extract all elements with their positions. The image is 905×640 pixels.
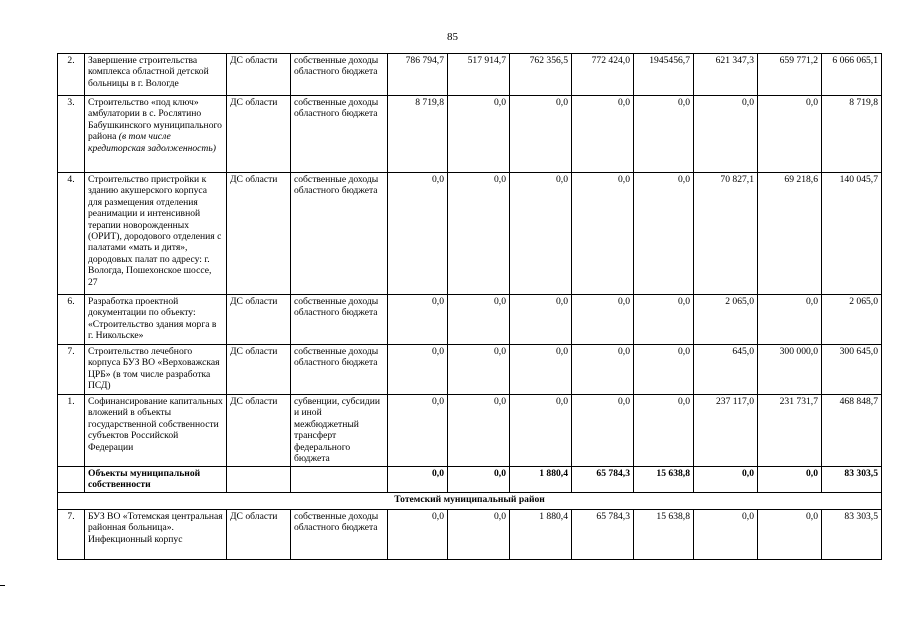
table-row <box>58 54 882 96</box>
funding-cell: субвенции, субсидии и иной межбюджетный трансферт федерального бюджета <box>291 395 388 467</box>
value-cell: 0,0 <box>448 295 510 345</box>
object-name-text: Строительство лечебного корпуса БУЗ ВО «Верховажская ЦРБ» (в том числе разработка ПСД) <box>88 346 220 392</box>
value-cell: 0,0 <box>510 173 572 295</box>
table-row <box>58 510 882 560</box>
value-cell: 0,0 <box>388 510 448 560</box>
row-number: 4. <box>58 173 85 295</box>
row-number: 6. <box>58 295 85 345</box>
table-row <box>58 295 882 345</box>
value-cell: 0,0 <box>694 96 758 173</box>
value-cell: 468 848,7 <box>822 395 882 467</box>
funding-cell: собственные доходы областного бюджета <box>291 96 388 173</box>
source-cell: ДС области <box>227 395 291 467</box>
value-cell: 0,0 <box>634 96 694 173</box>
object-name-note: (в том числе кредиторская задолженность) <box>88 131 216 154</box>
value-cell: 0,0 <box>572 173 634 295</box>
value-cell: 645,0 <box>694 345 758 395</box>
row-number: 1. <box>58 395 85 467</box>
value-cell: 0,0 <box>448 395 510 467</box>
object-name <box>85 54 227 96</box>
value-cell: 0,0 <box>388 395 448 467</box>
value-cell: 0,0 <box>510 295 572 345</box>
total-label: Объекты муниципальной собственности <box>85 467 227 493</box>
budget-table <box>57 53 882 560</box>
value-cell: 6 066 065,1 <box>822 54 882 96</box>
value-cell: 0,0 <box>448 345 510 395</box>
source-cell: ДС области <box>227 173 291 295</box>
value-cell: 0,0 <box>388 173 448 295</box>
value-cell: 2 065,0 <box>694 295 758 345</box>
value-cell: 0,0 <box>634 345 694 395</box>
value-cell: 237 117,0 <box>694 395 758 467</box>
object-name-text: Софинансирование капитальных вложений в объекты государственной собственности субъектов Российской Федерации <box>88 396 223 453</box>
funding-cell: собственные доходы областного бюджета <box>291 295 388 345</box>
value-cell: 15 638,8 <box>634 467 694 493</box>
value-cell: 0,0 <box>572 395 634 467</box>
table-row <box>58 395 882 467</box>
value-cell: 300 000,0 <box>758 345 822 395</box>
value-cell: 0,0 <box>448 467 510 493</box>
value-cell: 2 065,0 <box>822 295 882 345</box>
value-cell: 0,0 <box>758 467 822 493</box>
object-name-text: Завершение строительства комплекса областной детской больницы в г. Вологде <box>88 55 209 89</box>
value-cell: 140 045,7 <box>822 173 882 295</box>
value-cell: 0,0 <box>758 96 822 173</box>
object-name <box>85 510 227 560</box>
section-row <box>58 493 882 510</box>
value-cell: 300 645,0 <box>822 345 882 395</box>
value-cell: 0,0 <box>388 467 448 493</box>
object-name <box>85 295 227 345</box>
value-cell: 69 218,6 <box>758 173 822 295</box>
value-cell: 0,0 <box>694 467 758 493</box>
object-name-text: Разработка проектной документации по объекту: «Строительство здания морга в г. Никольске» <box>88 296 217 342</box>
value-cell: 786 794,7 <box>388 54 448 96</box>
value-cell: 0,0 <box>758 510 822 560</box>
total-row <box>58 467 882 493</box>
source-cell: ДС области <box>227 345 291 395</box>
value-cell: 65 784,3 <box>572 467 634 493</box>
row-number: 7. <box>58 510 85 560</box>
value-cell: 1945456,7 <box>634 54 694 96</box>
value-cell: 65 784,3 <box>572 510 634 560</box>
source-cell <box>227 467 291 493</box>
value-cell: 0,0 <box>758 295 822 345</box>
value-cell: 8 719,8 <box>822 96 882 173</box>
funding-cell <box>291 467 388 493</box>
value-cell: 8 719,8 <box>388 96 448 173</box>
value-cell: 0,0 <box>572 345 634 395</box>
margin-mark <box>0 585 5 586</box>
object-name-text: Строительство «под ключ» амбулатории в с. Рослятино Бабушкинского муниципального района <box>88 97 222 143</box>
object-name <box>85 96 227 173</box>
table-row <box>58 173 882 295</box>
row-number: 2. <box>58 54 85 96</box>
value-cell: 772 424,0 <box>572 54 634 96</box>
funding-cell: собственные доходы областного бюджета <box>291 54 388 96</box>
value-cell: 83 303,5 <box>822 467 882 493</box>
value-cell: 621 347,3 <box>694 54 758 96</box>
value-cell: 0,0 <box>634 173 694 295</box>
value-cell: 0,0 <box>572 96 634 173</box>
funding-cell: собственные доходы областного бюджета <box>291 510 388 560</box>
page-number: 85 <box>447 31 458 43</box>
value-cell: 0,0 <box>388 345 448 395</box>
funding-cell: собственные доходы областного бюджета <box>291 345 388 395</box>
object-name-text: БУЗ ВО «Тотемская центральная районная больница». Инфекционный корпус <box>88 511 223 545</box>
value-cell: 0,0 <box>634 295 694 345</box>
value-cell: 659 771,2 <box>758 54 822 96</box>
value-cell: 0,0 <box>572 295 634 345</box>
source-cell: ДС области <box>227 96 291 173</box>
object-name <box>85 345 227 395</box>
value-cell: 1 880,4 <box>510 467 572 493</box>
section-title: Тотемский муниципальный район <box>58 493 882 510</box>
value-cell: 0,0 <box>510 345 572 395</box>
row-number: 3. <box>58 96 85 173</box>
row-number <box>58 467 85 493</box>
object-name <box>85 395 227 467</box>
value-cell: 0,0 <box>448 96 510 173</box>
value-cell: 231 731,7 <box>758 395 822 467</box>
source-cell: ДС области <box>227 295 291 345</box>
value-cell: 1 880,4 <box>510 510 572 560</box>
value-cell: 517 914,7 <box>448 54 510 96</box>
table-row <box>58 96 882 173</box>
source-cell: ДС области <box>227 510 291 560</box>
value-cell: 83 303,5 <box>822 510 882 560</box>
value-cell: 762 356,5 <box>510 54 572 96</box>
row-number: 7. <box>58 345 85 395</box>
value-cell: 15 638,8 <box>634 510 694 560</box>
object-name-text: Строительство пристройки к зданию акушерского корпуса для размещения отделения реанимации и интенсивной терапии новорожденных (ОРИТ), дородового отделения с палатами «мать и дитя», дородовых палат по адресу: г. Вологда, Пошехонское шоссе, 27 <box>88 174 222 288</box>
value-cell: 0,0 <box>634 395 694 467</box>
table-row <box>58 345 882 395</box>
value-cell: 0,0 <box>510 96 572 173</box>
value-cell: 0,0 <box>694 510 758 560</box>
object-name <box>85 173 227 295</box>
source-cell: ДС области <box>227 54 291 96</box>
value-cell: 0,0 <box>448 510 510 560</box>
value-cell: 0,0 <box>510 395 572 467</box>
value-cell: 0,0 <box>388 295 448 345</box>
funding-cell: собственные доходы областного бюджета <box>291 173 388 295</box>
value-cell: 70 827,1 <box>694 173 758 295</box>
value-cell: 0,0 <box>448 173 510 295</box>
